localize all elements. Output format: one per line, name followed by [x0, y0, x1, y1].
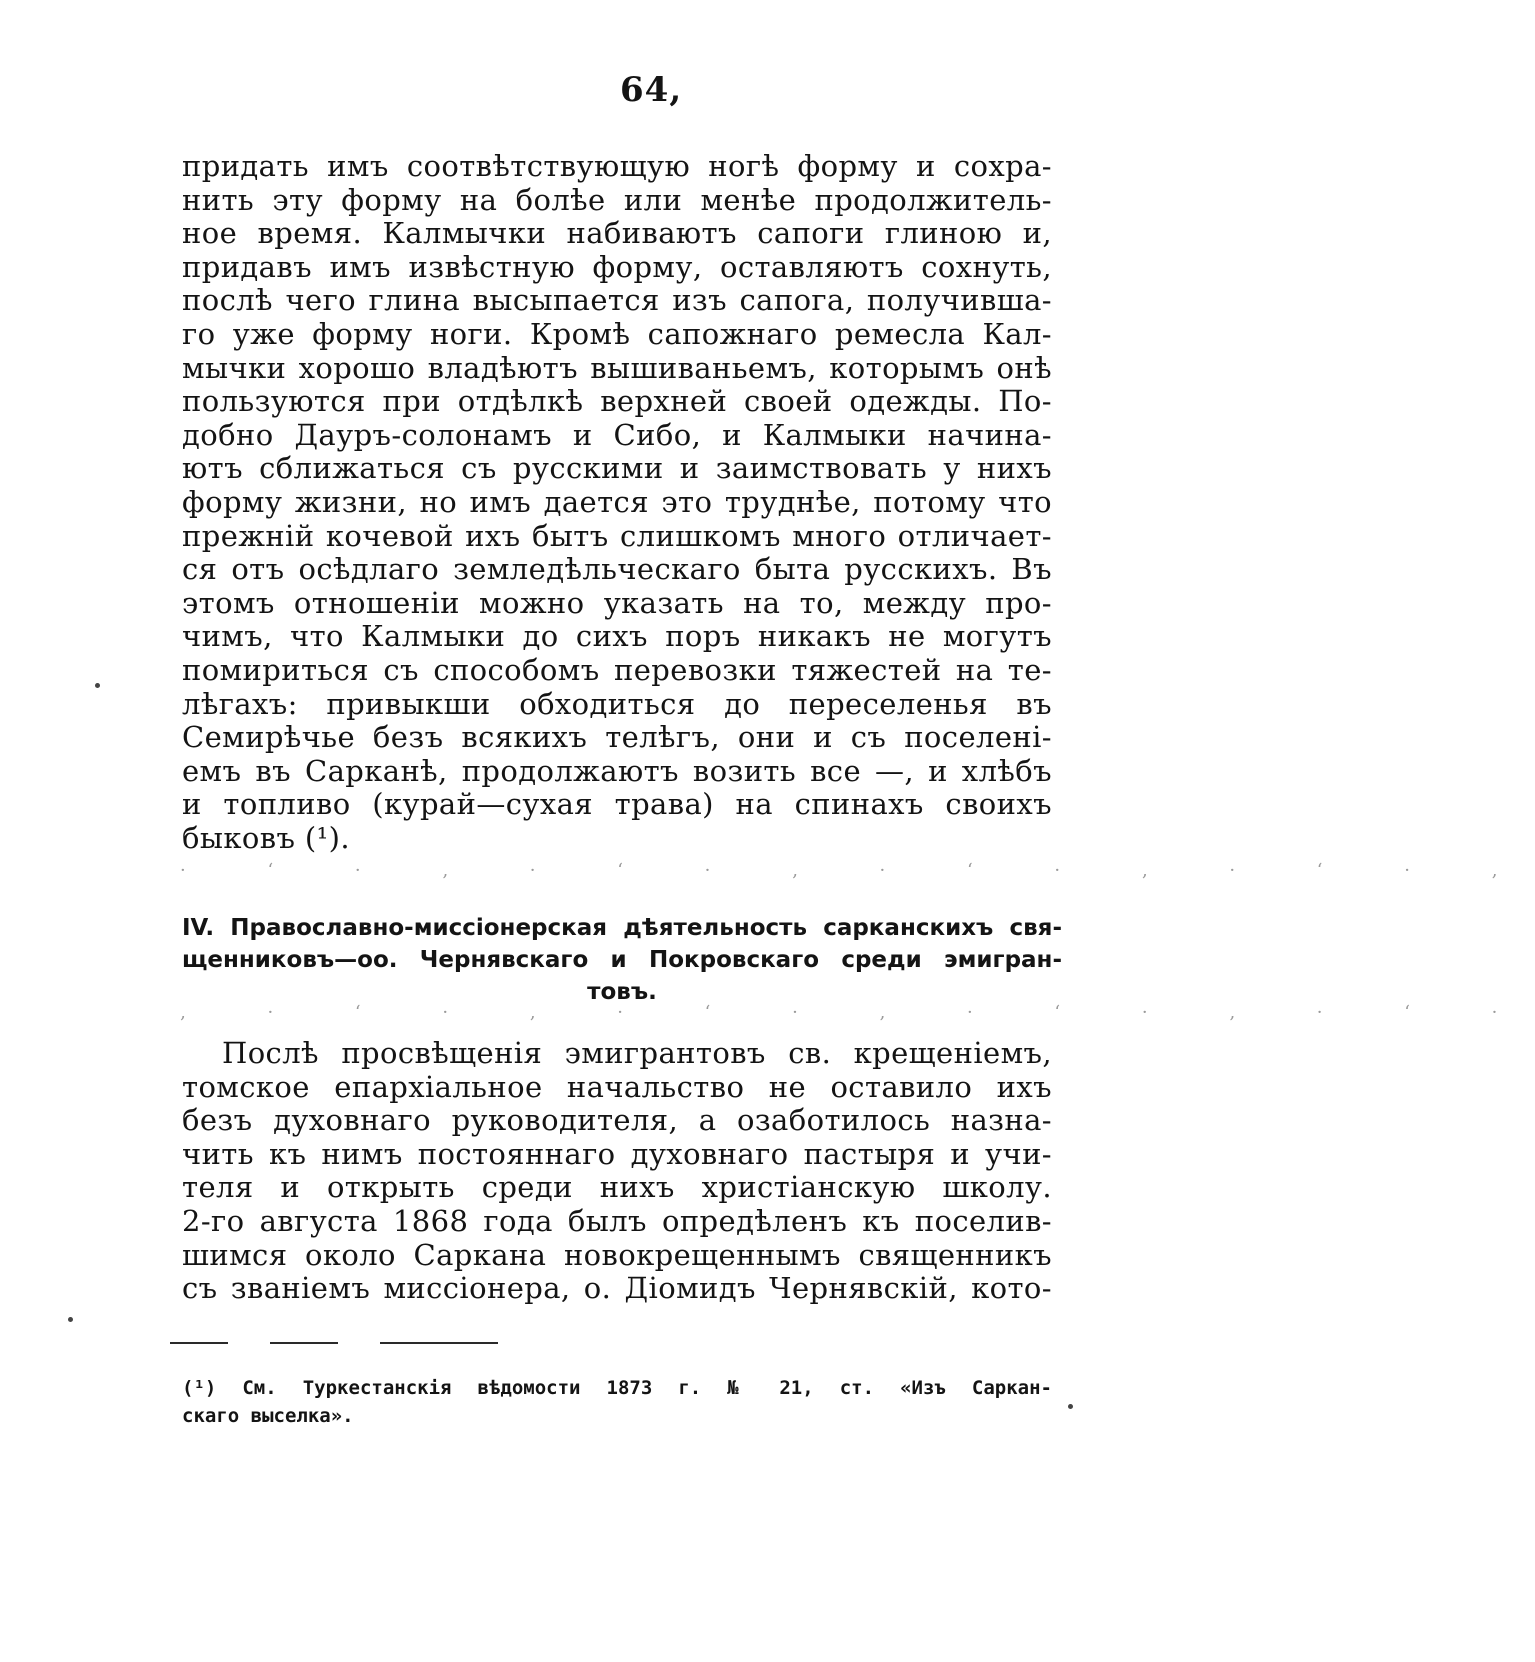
heading-line: товъ. [587, 979, 657, 1005]
text-line: мычки хорошо владѣютъ вышиваньемъ, которымъ онѣ [182, 350, 1052, 385]
text-line: придавъ имъ извѣстную форму, оставляютъ сохнуть, [182, 249, 1052, 284]
footnote-line: скаго выселка». [182, 1405, 354, 1427]
text-line: Послѣ просвѣщенія эмигрантовъ св. крещеніемъ, [222, 1036, 1052, 1070]
scan-dust [95, 683, 100, 688]
text-line: помириться съ способомъ перевозки тяжестей на те- [182, 652, 1052, 687]
rule-segment [270, 1342, 338, 1344]
text-line: добно Дауръ-солонамъ и Сибо, и Калмыки начина- [182, 417, 1052, 452]
text-line: чимъ, что Калмыки до сихъ поръ никакъ не могутъ [182, 619, 1052, 654]
text-line: послѣ чего глина высыпается изъ сапога, получивша- [182, 283, 1052, 318]
text-line: 2-го августа 1868 года былъ опредѣленъ къ поселив- [182, 1203, 1052, 1238]
text-line: томское епархіальное начальство не оставило ихъ [182, 1069, 1052, 1104]
footnote [182, 1374, 1052, 1430]
heading-line: IV. Православно-миссіонерская дѣятельность сарканскихъ свя- [182, 915, 1062, 941]
text-line: форму жизни, но имъ дается это труднѣе, потому что [182, 484, 1052, 519]
text-line: прежній кочевой ихъ бытъ слишкомъ много отличает- [182, 518, 1052, 553]
section-heading [182, 912, 1062, 1008]
scan-dust [68, 1317, 73, 1322]
text-line: придать имъ соотвѣтствующую ногѣ форму и сохра- [182, 149, 1052, 183]
footnote-rule [170, 1342, 498, 1344]
print-bleed-specks: · ‘ · ‚ · ‘ · ‚ · ‘ · ‚ · ‘ · ‚ [180, 860, 1535, 881]
rule-segment [380, 1342, 498, 1344]
text-line: емъ въ Сарканѣ, продолжаютъ возить все —, и хлѣбъ [182, 753, 1052, 788]
text-line: этомъ отношеніи можно указать на то, между про- [182, 585, 1052, 620]
heading-line: щенниковъ—оо. Чернявскаго и Покровскаго среди эмигран- [182, 947, 1062, 973]
print-bleed-specks: ‚ · ‘ · ‚ · ‘ · ‚ · ‘ · ‚ · ‘ · [180, 1002, 1535, 1023]
text-line: ное время. Калмычки набиваютъ сапоги глиною и, [182, 216, 1052, 251]
paragraph-1 [182, 150, 1052, 855]
rule-segment [170, 1342, 228, 1344]
page-number: 64, [620, 70, 683, 110]
text-line: быковъ (¹). [182, 820, 350, 855]
footnote-line: (¹) См. Туркестанскія вѣдомости 1873 г. № 21, ст. «Изъ Саркан- [182, 1377, 1052, 1399]
text-line: ся отъ осѣдлаго земледѣльческаго быта русскихъ. Въ [182, 552, 1052, 587]
scan-dust [1068, 1404, 1073, 1409]
paragraph-2 [182, 1037, 1052, 1306]
text-line: безъ духовнаго руководителя, а озаботилось назна- [182, 1103, 1052, 1138]
text-line: лѣгахъ: привыкши обходиться до переселенья въ [182, 686, 1052, 721]
text-line: съ званіемъ миссіонера, о. Діомидъ Чернявскій, кото- [182, 1271, 1052, 1306]
text-line: пользуются при отдѣлкѣ верхней своей одежды. По- [182, 384, 1052, 419]
text-line: шимся около Саркана новокрещеннымъ священникъ [182, 1237, 1052, 1272]
text-line: го уже форму ноги. Кромѣ сапожнаго ремесла Кал- [182, 316, 1052, 351]
text-line: и топливо (курай—сухая трава) на спинахъ своихъ [182, 787, 1052, 822]
text-line: Семирѣчье безъ всякихъ телѣгъ, они и съ поселені- [182, 720, 1052, 755]
text-line: чить къ нимъ постояннаго духовнаго пастыря и учи- [182, 1136, 1052, 1171]
text-line: теля и открыть среди нихъ христіанскую школу. [182, 1170, 1052, 1205]
text-line: нить эту форму на болѣе или менѣе продолжитель- [182, 182, 1052, 217]
text-line: ютъ сближаться съ русскими и заимствовать у нихъ [182, 451, 1052, 486]
